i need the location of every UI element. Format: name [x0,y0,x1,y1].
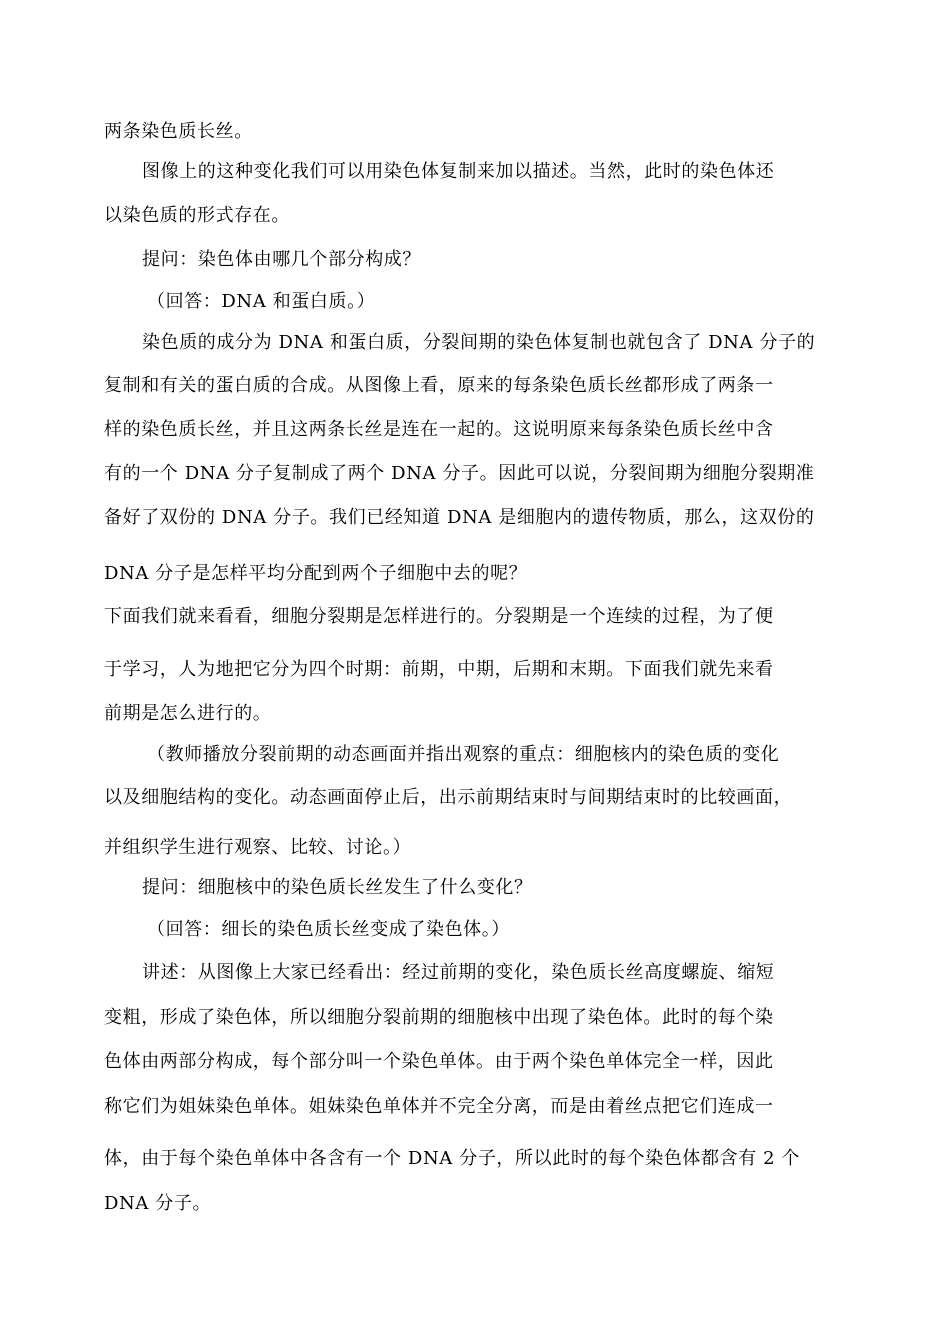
answer-line: （回答：DNA 和蛋白质。） [147,291,376,312]
text-line: 下面我们就来看看，细胞分裂期是怎样进行的。分裂期是一个连续的过程，为了便 [104,606,774,627]
text-line: 体，由于每个染色单体中各含有一个 DNA 分子，所以此时的每个染色体都含有 2 个 [104,1148,801,1169]
question-line: 提问：染色体由哪几个部分构成？ [142,249,421,270]
text-line: 染色质的成分为 DNA 和蛋白质，分裂间期的染色体复制也就包含了 DNA 分子的 [142,332,816,353]
text-line: 于学习，人为地把它分为四个时期：前期，中期，后期和末期。下面我们就先来看 [104,659,774,680]
text-line: 色体由两部分构成，每个部分叫一个染色单体。由于两个染色单体完全一样，因此 [104,1051,774,1072]
text-line: 有的一个 DNA 分子复制成了两个 DNA 分子。因此可以说，分裂间期为细胞分裂期准 [104,463,815,484]
text-line: 变粗，形成了染色体，所以细胞分裂前期的细胞核中出现了染色体。此时的每个染 [104,1007,774,1028]
text-line: DNA 分子是怎样平均分配到两个子细胞中去的呢？ [104,563,528,584]
text-line: 前期是怎么进行的。 [104,703,272,724]
text-line: 复制和有关的蛋白质的合成。从图像上看，原来的每条染色质长丝都形成了两条一 [104,375,774,396]
text-line: 备好了双份的 DNA 分子。我们已经知道 DNA 是细胞内的遗传物质，那么，这双份的 [104,507,815,528]
text-line: 两条染色质长丝。 [104,121,253,142]
text-line: 讲述：从图像上大家已经看出：经过前期的变化，染色质长丝高度螺旋、缩短 [142,962,775,983]
answer-line: （回答：细长的染色质长丝变成了染色体。） [147,919,510,940]
text-line: DNA 分子。 [104,1193,212,1214]
text-line: 样的染色质长丝，并且这两条长丝是连在一起的。这说明原来每条染色质长丝中含 [104,419,774,440]
text-line: 以染色质的形式存在。 [104,205,290,226]
note-line: （教师播放分裂前期的动态画面并指出观察的重点：细胞核内的染色质的变化 [147,744,780,765]
text-line: 图像上的这种变化我们可以用染色体复制来加以描述。当然，此时的染色体还 [142,161,775,182]
text-line: 称它们为姐妹染色单体。姐妹染色单体并不完全分离，而是由着丝点把它们连成一 [104,1096,774,1117]
note-line: 以及细胞结构的变化。动态画面停止后，出示前期结束时与间期结束时的比较画面， [104,787,793,808]
note-line: 并组织学生进行观察、比较、讨论。） [104,837,412,858]
question-line: 提问：细胞核中的染色质长丝发生了什么变化？ [142,877,533,898]
